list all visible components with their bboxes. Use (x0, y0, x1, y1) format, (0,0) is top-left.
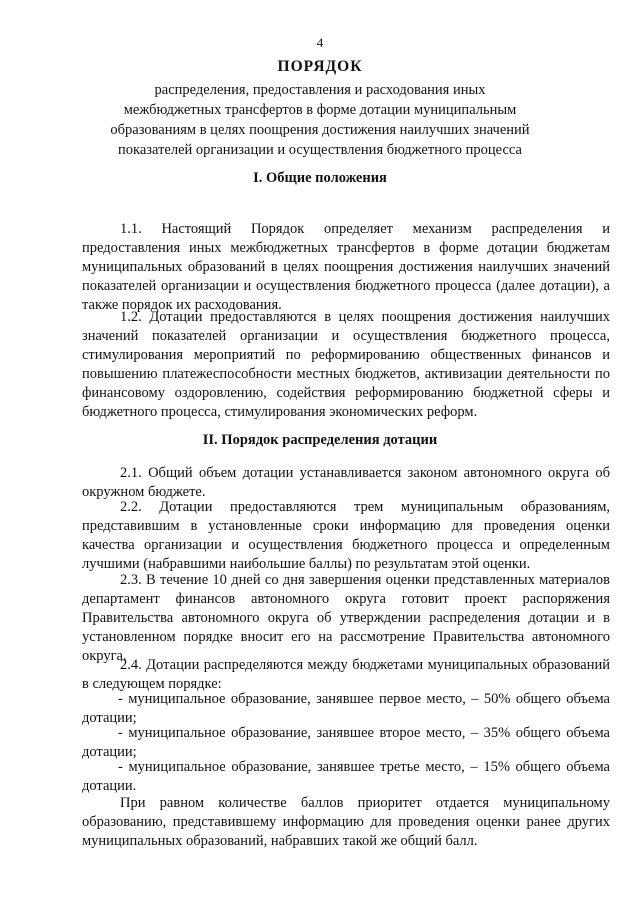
page-number: 4 (316, 35, 324, 50)
paragraph-2-4: 2.4. Дотации распределяются между бюджетами муниципальных образований в следующем порядке: (82, 657, 610, 692)
document-title: ПОРЯДОК (277, 58, 363, 75)
paragraph-2-1: 2.1. Общий объем дотации устанавливается законом автономного округа об окружном бюджете. (82, 465, 610, 500)
paragraph-tie-rule: При равном количестве баллов приоритет отдается муниципальному образованию, представившему информацию для проведения оценки ранее других муниципальных образований, набравших такой же общий балл. (82, 795, 610, 849)
document-subtitle: распределения, предоставления и расходования иных межбюджетных трансфертов в форме дотации муниципальным образованиям в целях поощрения достижения наилучших значений показателей организации и осуществления бюджетного процесса (110, 82, 530, 158)
section-heading-distribution: II. Порядок распределения дотации (202, 432, 438, 448)
paragraph-1-1: 1.1. Настоящий Порядок определяет механизм распределения и предоставления иных межбюджетных трансфертов в форме дотации бюджетам муниципальных образований в целях поощрения достижения наилучших значений показателей организации и осуществления бюджетного процесса (далее дотации), а также порядок их расходования. (82, 221, 610, 313)
distribution-item-second: - муниципальное образование, занявшее второе место, – 35% общего объема дотации; (82, 725, 610, 760)
paragraph-2-2: 2.2. Дотации предоставляются трем муниципальным образованиям, представившим в установленные сроки информацию для проведения оценки качества организации и осуществления бюджетного процесса и определенным лучшими (набравшими наибольшие баллы) по результатам этой оценки. (82, 499, 610, 572)
paragraph-1-2: 1.2. Дотации предоставляются в целях поощрения достижения наилучших значений показателей организации и осуществления бюджетного процесса, стимулирования мероприятий по реформированию общественных финансов и повышению платежеспособности местных бюджетов, активизации деятельности по финансовому оздоровлению, содействия реформированию бюджетной сферы и бюджетного процесса, стимулирования экономических реформ. (82, 309, 610, 420)
section-heading-general: I. Общие положения (253, 170, 387, 186)
distribution-item-first: - муниципальное образование, занявшее первое место, – 50% общего объема дотации; (82, 691, 610, 726)
distribution-item-third: - муниципальное образование, занявшее третье место, – 15% общего объема дотации. (82, 759, 610, 794)
paragraph-2-3: 2.3. В течение 10 дней со дня завершения оценки представленных материалов департамент финансов автономного округа готовит проект распоряжения Правительства автономного округа об утверждении распределения дотации и в установленном порядке вносит его на рассмотрение Правительства автономного округа. (82, 572, 610, 664)
